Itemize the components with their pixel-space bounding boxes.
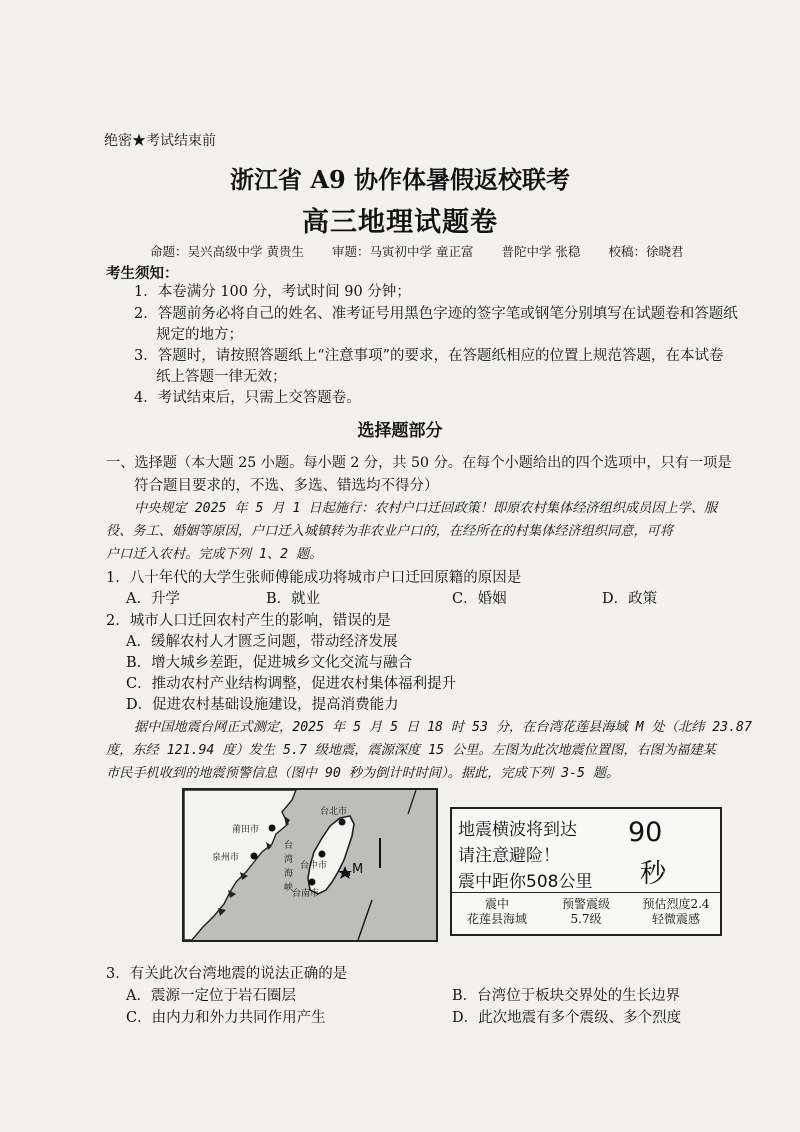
coast-island (228, 890, 236, 898)
section-intro: 一、选择题（本大题 25 小题。每小题 2 分，共 50 分。在每个小题给出的四个选项中，只有一项是 (106, 455, 732, 471)
passage2-line: 据中国地震台网正式测定，2025 年 5 月 5 日 18 时 53 分，在台湾花莲县海域 M 处（北纬 23.87 (134, 720, 752, 735)
alert-message-area (452, 809, 720, 893)
question-2-stem: 2．城市人口迁回农村产生的影响，错误的是 (106, 613, 391, 629)
label-taipei: 台北市 (320, 807, 348, 817)
earthquake-warning-alert (450, 807, 722, 936)
coast-island (218, 908, 226, 916)
tainan-city-dot (309, 879, 316, 886)
question-1-stem: 1．八十年代的大学生张师傅能成功将城市户口迁回原籍的原因是 (106, 570, 522, 586)
q2-option-a: A．缓解农村人才匮乏问题，带动经济发展 (126, 634, 398, 650)
grid-line (408, 790, 416, 814)
alert-line-2: 请注意避险！ (458, 846, 560, 866)
notice-item: 1．本卷满分 100 分，考试时间 90 分钟； (134, 284, 411, 300)
intensity-value: 轻微震感 (651, 912, 700, 926)
label-tainan: 台南市 (292, 889, 320, 899)
alert-intensity-col (632, 897, 720, 927)
q3-option-c: C．由内力和外力共同作用产生 (126, 1010, 326, 1026)
putian-city-dot (269, 825, 276, 832)
grid-line (358, 900, 372, 940)
taichung-city-dot (319, 851, 326, 858)
passage1-line: 户口迁入农村。完成下列 1、2 题。 (106, 547, 323, 562)
section-intro-cont: 符合题目要求的，不选、多选、错选均不得分） (134, 478, 439, 494)
countdown-unit: 秒 (640, 859, 667, 889)
alert-magnitude-col (542, 897, 630, 927)
passage1-line: 中央规定 2025 年 5 月 1 日起施行：农村户口迁回政策！即原农村集体经济组织成员因上学、服 (134, 501, 718, 516)
earthquake-location-map (182, 788, 438, 942)
taipei-city-dot (339, 819, 346, 826)
intensity-heading: 预估烈度2.4 (642, 897, 710, 911)
q3-option-b: B．台湾位于板块交界处的生长边界 (452, 988, 681, 1004)
q3-option-a: A．震源一定位于岩石圈层 (126, 988, 296, 1004)
alert-line-3: 震中距你508公里 (458, 872, 593, 892)
quanzhou-city-dot (251, 853, 258, 860)
authors-line (150, 242, 711, 260)
magnitude-value: 5.7级 (570, 912, 602, 926)
q1-option-c: C．婚姻 (452, 591, 507, 607)
alert-line-1: 地震横波将到达 (458, 820, 577, 840)
author-reviewer: 审题：马寅初中学 童正富 (331, 244, 474, 259)
epicenter-heading: 震中 (484, 897, 509, 911)
notice-item: 4．考试结束后，只需上交答题卷。 (134, 390, 361, 406)
q3-option-d: D．此次地震有多个震级、多个烈度 (452, 1010, 682, 1026)
alert-epicenter-col (456, 897, 538, 927)
label-quanzhou: 泉州市 (212, 853, 240, 863)
notice-item-cont: 纸上答题一律无效； (156, 369, 287, 385)
passage2-line: 市民手机收到的地震预警信息（图中 90 秒为倒计时时间）。据此，完成下列 3-5 题。 (106, 766, 620, 781)
author-setter: 命题：吴兴高级中学 黄贵生 (150, 244, 304, 259)
label-epicenter-m: M (352, 862, 364, 877)
label-strait-3: 海 (284, 869, 294, 879)
question-3-stem: 3．有关此次台湾地震的说法正确的是 (106, 966, 348, 982)
label-strait-2: 湾 (284, 855, 294, 865)
author-reviewer-2: 普陀中学 张稳 (501, 244, 581, 259)
label-taichung: 台中市 (300, 861, 328, 871)
confidential-label: 绝密★考试结束前 (104, 133, 216, 149)
q2-option-c: C．推动农村产业结构调整，促进农村集体福利提升 (126, 676, 457, 692)
countdown-number: 90 (628, 817, 663, 848)
author-proofreader: 校稿：徐晓君 (608, 244, 684, 259)
exam-title: 浙江省 A9 协作体暑假返校联考 (229, 165, 571, 194)
q1-option-b: B．就业 (266, 591, 321, 607)
notice-item: 3．答题时，请按照答题纸上“注意事项”的要求，在答题纸相应的位置上规范答题，在本试卷 (134, 348, 724, 364)
section-title: 选择题部分 (357, 421, 443, 441)
q2-option-d: D．促进农村基础设施建设，提高消费能力 (126, 697, 399, 713)
passage2-line: 度，东经 121.94 度）发生 5.7 级地震，震源深度 15 公里。左图为此次地震位置图，右图为福建某 (106, 743, 716, 758)
label-putian: 莆田市 (232, 825, 260, 835)
q1-option-d: D．政策 (602, 591, 658, 607)
epicenter-value: 花莲县海域 (466, 912, 527, 926)
passage1-line: 役、务工、婚姻等原因，户口迁入城镇转为非农业户口的，在经所在的村集体经济组织同意，可将 (106, 524, 674, 539)
notice-item: 2．答题前务必将自己的姓名、准考证号用黑色字迹的签字笔或钢笔分别填写在试题卷和答题纸 (134, 306, 738, 322)
q1-option-a: A．升学 (126, 591, 180, 607)
notice-heading: 考生须知： (106, 265, 179, 282)
q2-option-b: B．增大城乡差距，促进城乡文化交流与融合 (126, 655, 413, 671)
magnitude-heading: 预警震级 (561, 897, 610, 911)
mainland-landmass (184, 790, 296, 940)
label-strait-4: 峡 (284, 883, 294, 893)
label-strait-1: 台 (284, 841, 294, 851)
notice-item-cont: 规定的地方； (156, 327, 243, 343)
exam-subtitle: 高三地理试题卷 (302, 207, 498, 238)
